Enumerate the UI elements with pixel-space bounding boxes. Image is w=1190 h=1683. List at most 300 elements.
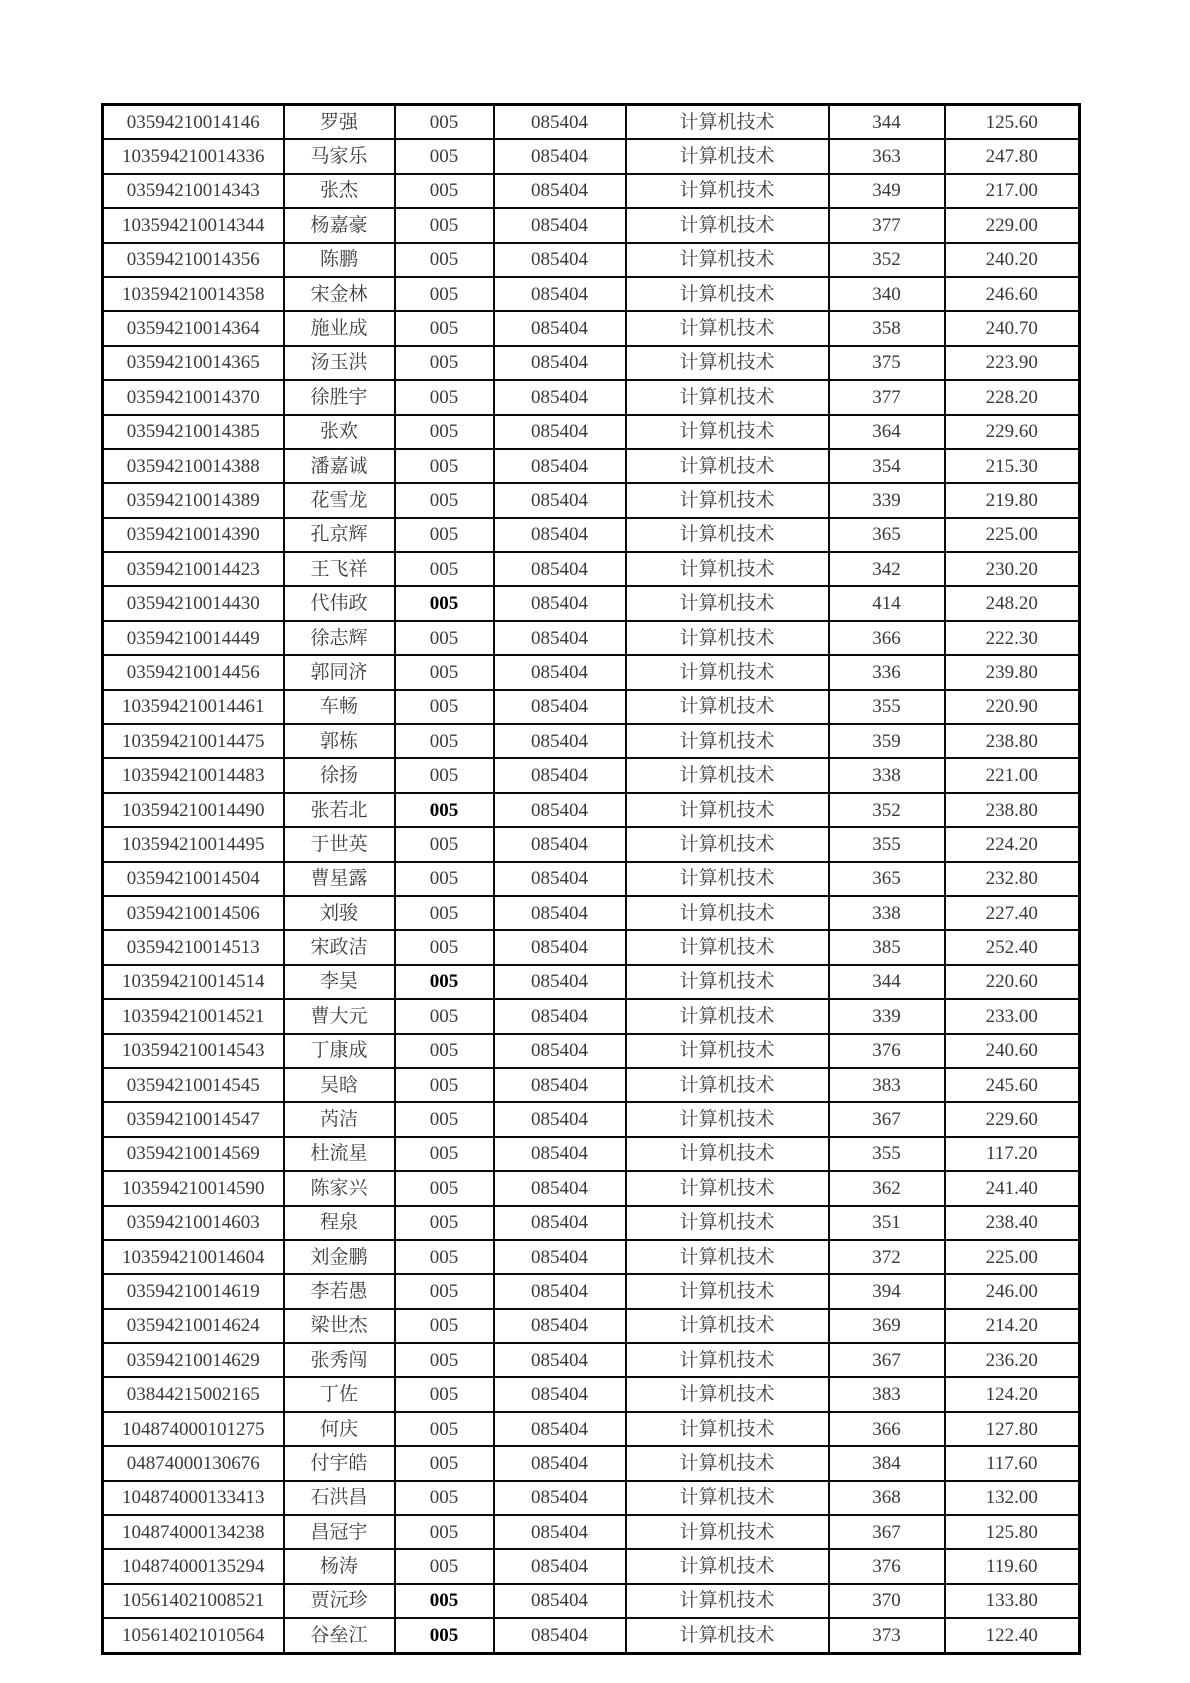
dept-code-cell: 005 [395, 1240, 494, 1274]
major-code-cell: 085404 [494, 1102, 626, 1136]
candidate-name-cell: 杨涛 [284, 1549, 395, 1583]
candidate-id-cell: 03594210014364 [103, 311, 284, 345]
major-name-cell: 计算机技术 [626, 862, 829, 896]
major-name-cell: 计算机技术 [626, 1137, 829, 1171]
total-score-cell: 349 [829, 174, 945, 208]
table-row [103, 139, 1080, 173]
candidate-name-cell: 车畅 [284, 690, 395, 724]
secondary-score-cell: 229.00 [945, 208, 1080, 242]
total-score-cell: 383 [829, 1377, 945, 1411]
secondary-score-cell: 241.40 [945, 1171, 1080, 1205]
candidate-id-cell: 103594210014543 [103, 1034, 284, 1068]
candidate-id-cell: 103594210014514 [103, 965, 284, 999]
total-score-cell: 363 [829, 139, 945, 173]
total-score-cell: 351 [829, 1206, 945, 1240]
candidate-name-cell: 马家乐 [284, 139, 395, 173]
major-code-cell: 085404 [494, 690, 626, 724]
total-score-cell: 376 [829, 1549, 945, 1583]
candidate-name-cell: 陈家兴 [284, 1171, 395, 1205]
major-name-cell: 计算机技术 [626, 105, 829, 140]
table-row [103, 311, 1080, 345]
major-name-cell: 计算机技术 [626, 793, 829, 827]
major-code-cell: 085404 [494, 1309, 626, 1343]
secondary-score-cell: 247.80 [945, 139, 1080, 173]
secondary-score-cell: 122.40 [945, 1618, 1080, 1653]
major-name-cell: 计算机技术 [626, 174, 829, 208]
candidate-name-cell: 张欢 [284, 415, 395, 449]
candidate-name-cell: 梁世杰 [284, 1309, 395, 1343]
total-score-cell: 355 [829, 1137, 945, 1171]
table-row [103, 1549, 1080, 1583]
candidate-name-cell: 张秀闯 [284, 1343, 395, 1377]
table-row [103, 415, 1080, 449]
total-score-cell: 414 [829, 586, 945, 620]
candidate-name-cell: 丁康成 [284, 1034, 395, 1068]
major-code-cell: 085404 [494, 311, 626, 345]
secondary-score-cell: 229.60 [945, 1102, 1080, 1136]
candidate-id-cell: 03594210014547 [103, 1102, 284, 1136]
secondary-score-cell: 238.80 [945, 793, 1080, 827]
major-code-cell: 085404 [494, 1206, 626, 1240]
candidate-id-cell: 103594210014521 [103, 999, 284, 1033]
table-row [103, 655, 1080, 689]
dept-code-cell: 005 [395, 1446, 494, 1480]
major-code-cell: 085404 [494, 1412, 626, 1446]
total-score-cell: 367 [829, 1515, 945, 1549]
secondary-score-cell: 119.60 [945, 1549, 1080, 1583]
total-score-cell: 338 [829, 896, 945, 930]
secondary-score-cell: 117.20 [945, 1137, 1080, 1171]
dept-code-cell: 005 [395, 621, 494, 655]
dept-code-cell: 005 [395, 208, 494, 242]
major-code-cell: 085404 [494, 1618, 626, 1653]
table-row [103, 1481, 1080, 1515]
candidate-id-cell: 103594210014490 [103, 793, 284, 827]
candidate-name-cell: 于世英 [284, 827, 395, 861]
total-score-cell: 372 [829, 1240, 945, 1274]
major-code-cell: 085404 [494, 1446, 626, 1480]
candidate-name-cell: 孔京辉 [284, 518, 395, 552]
dept-code-cell: 005 [395, 1206, 494, 1240]
candidate-name-cell: 李昊 [284, 965, 395, 999]
total-score-cell: 340 [829, 277, 945, 311]
candidate-id-cell: 104874000134238 [103, 1515, 284, 1549]
candidate-name-cell: 芮洁 [284, 1102, 395, 1136]
major-name-cell: 计算机技术 [626, 655, 829, 689]
major-code-cell: 085404 [494, 1377, 626, 1411]
dept-code-cell: 005 [395, 105, 494, 140]
major-code-cell: 085404 [494, 1240, 626, 1274]
table-row [103, 1137, 1080, 1171]
major-name-cell: 计算机技术 [626, 1618, 829, 1653]
table-row [103, 208, 1080, 242]
table-row [103, 518, 1080, 552]
score-table-body [103, 105, 1080, 1654]
total-score-cell: 352 [829, 243, 945, 277]
candidate-name-cell: 程泉 [284, 1206, 395, 1240]
candidate-id-cell: 03594210014545 [103, 1068, 284, 1102]
secondary-score-cell: 124.20 [945, 1377, 1080, 1411]
major-code-cell: 085404 [494, 965, 626, 999]
candidate-id-cell: 103594210014344 [103, 208, 284, 242]
candidate-name-cell: 何庆 [284, 1412, 395, 1446]
candidate-id-cell: 105614021008521 [103, 1584, 284, 1618]
major-code-cell: 085404 [494, 1515, 626, 1549]
candidate-id-cell: 04874000130676 [103, 1446, 284, 1480]
candidate-id-cell: 03594210014629 [103, 1343, 284, 1377]
secondary-score-cell: 221.00 [945, 758, 1080, 792]
candidate-id-cell: 03594210014370 [103, 380, 284, 414]
major-name-cell: 计算机技术 [626, 243, 829, 277]
table-row [103, 621, 1080, 655]
secondary-score-cell: 240.20 [945, 243, 1080, 277]
dept-code-cell: 005 [395, 1034, 494, 1068]
secondary-score-cell: 220.90 [945, 690, 1080, 724]
major-code-cell: 085404 [494, 380, 626, 414]
total-score-cell: 355 [829, 827, 945, 861]
major-code-cell: 085404 [494, 655, 626, 689]
total-score-cell: 385 [829, 930, 945, 964]
total-score-cell: 354 [829, 449, 945, 483]
candidate-id-cell: 103594210014590 [103, 1171, 284, 1205]
major-name-cell: 计算机技术 [626, 518, 829, 552]
secondary-score-cell: 233.00 [945, 999, 1080, 1033]
total-score-cell: 376 [829, 1034, 945, 1068]
total-score-cell: 369 [829, 1309, 945, 1343]
total-score-cell: 373 [829, 1618, 945, 1653]
candidate-name-cell: 丁佐 [284, 1377, 395, 1411]
secondary-score-cell: 225.00 [945, 518, 1080, 552]
total-score-cell: 377 [829, 380, 945, 414]
dept-code-cell: 005 [395, 1274, 494, 1308]
total-score-cell: 344 [829, 105, 945, 140]
candidate-id-cell: 03594210014449 [103, 621, 284, 655]
candidate-id-cell: 03844215002165 [103, 1377, 284, 1411]
candidate-id-cell: 104874000133413 [103, 1481, 284, 1515]
table-row [103, 758, 1080, 792]
total-score-cell: 367 [829, 1343, 945, 1377]
total-score-cell: 344 [829, 965, 945, 999]
total-score-cell: 359 [829, 724, 945, 758]
major-name-cell: 计算机技术 [626, 1377, 829, 1411]
candidate-name-cell: 郭同济 [284, 655, 395, 689]
major-name-cell: 计算机技术 [626, 552, 829, 586]
major-code-cell: 085404 [494, 208, 626, 242]
candidate-name-cell: 付宇皓 [284, 1446, 395, 1480]
dept-code-cell: 005 [395, 965, 494, 999]
major-code-cell: 085404 [494, 1343, 626, 1377]
major-name-cell: 计算机技术 [626, 827, 829, 861]
total-score-cell: 358 [829, 311, 945, 345]
major-name-cell: 计算机技术 [626, 380, 829, 414]
candidate-id-cell: 03594210014504 [103, 862, 284, 896]
major-code-cell: 085404 [494, 930, 626, 964]
candidate-name-cell: 徐胜宇 [284, 380, 395, 414]
table-row [103, 793, 1080, 827]
table-row [103, 483, 1080, 517]
major-code-cell: 085404 [494, 1034, 626, 1068]
candidate-name-cell: 徐扬 [284, 758, 395, 792]
candidate-name-cell: 徐志辉 [284, 621, 395, 655]
total-score-cell: 367 [829, 1102, 945, 1136]
total-score-cell: 384 [829, 1446, 945, 1480]
total-score-cell: 377 [829, 208, 945, 242]
candidate-name-cell: 昌冠宇 [284, 1515, 395, 1549]
dept-code-cell: 005 [395, 449, 494, 483]
candidate-name-cell: 张杰 [284, 174, 395, 208]
dept-code-cell: 005 [395, 415, 494, 449]
secondary-score-cell: 238.80 [945, 724, 1080, 758]
candidate-id-cell: 104874000135294 [103, 1549, 284, 1583]
dept-code-cell: 005 [395, 724, 494, 758]
candidate-id-cell: 03594210014385 [103, 415, 284, 449]
major-code-cell: 085404 [494, 518, 626, 552]
major-name-cell: 计算机技术 [626, 415, 829, 449]
secondary-score-cell: 214.20 [945, 1309, 1080, 1343]
table-row [103, 1515, 1080, 1549]
major-name-cell: 计算机技术 [626, 724, 829, 758]
major-code-cell: 085404 [494, 139, 626, 173]
dept-code-cell: 005 [395, 518, 494, 552]
secondary-score-cell: 228.20 [945, 380, 1080, 414]
total-score-cell: 368 [829, 1481, 945, 1515]
candidate-name-cell: 代伟政 [284, 586, 395, 620]
candidate-id-cell: 03594210014430 [103, 586, 284, 620]
dept-code-cell: 005 [395, 1412, 494, 1446]
candidate-name-cell: 杨嘉豪 [284, 208, 395, 242]
secondary-score-cell: 220.60 [945, 965, 1080, 999]
secondary-score-cell: 132.00 [945, 1481, 1080, 1515]
dept-code-cell: 005 [395, 1481, 494, 1515]
major-name-cell: 计算机技术 [626, 758, 829, 792]
major-name-cell: 计算机技术 [626, 449, 829, 483]
secondary-score-cell: 229.60 [945, 415, 1080, 449]
candidate-name-cell: 石洪昌 [284, 1481, 395, 1515]
dept-code-cell: 005 [395, 586, 494, 620]
major-code-cell: 085404 [494, 174, 626, 208]
dept-code-cell: 005 [395, 1584, 494, 1618]
major-name-cell: 计算机技术 [626, 1584, 829, 1618]
candidate-name-cell: 王飞祥 [284, 552, 395, 586]
table-row [103, 1377, 1080, 1411]
total-score-cell: 366 [829, 1412, 945, 1446]
major-code-cell: 085404 [494, 1274, 626, 1308]
secondary-score-cell: 245.60 [945, 1068, 1080, 1102]
secondary-score-cell: 236.20 [945, 1343, 1080, 1377]
major-name-cell: 计算机技术 [626, 1412, 829, 1446]
candidate-id-cell: 103594210014604 [103, 1240, 284, 1274]
table-row [103, 896, 1080, 930]
candidate-id-cell: 03594210014456 [103, 655, 284, 689]
table-row [103, 999, 1080, 1033]
secondary-score-cell: 125.80 [945, 1515, 1080, 1549]
table-row [103, 552, 1080, 586]
candidate-id-cell: 03594210014506 [103, 896, 284, 930]
dept-code-cell: 005 [395, 139, 494, 173]
dept-code-cell: 005 [395, 1171, 494, 1205]
secondary-score-cell: 217.00 [945, 174, 1080, 208]
major-code-cell: 085404 [494, 1584, 626, 1618]
table-row [103, 1068, 1080, 1102]
major-name-cell: 计算机技术 [626, 1549, 829, 1583]
major-code-cell: 085404 [494, 415, 626, 449]
total-score-cell: 355 [829, 690, 945, 724]
major-name-cell: 计算机技术 [626, 999, 829, 1033]
secondary-score-cell: 125.60 [945, 105, 1080, 140]
table-row [103, 1034, 1080, 1068]
major-name-cell: 计算机技术 [626, 586, 829, 620]
major-name-cell: 计算机技术 [626, 1206, 829, 1240]
candidate-id-cell: 03594210014569 [103, 1137, 284, 1171]
table-row [103, 105, 1080, 140]
major-name-cell: 计算机技术 [626, 1102, 829, 1136]
major-name-cell: 计算机技术 [626, 1034, 829, 1068]
secondary-score-cell: 240.60 [945, 1034, 1080, 1068]
dept-code-cell: 005 [395, 1309, 494, 1343]
total-score-cell: 352 [829, 793, 945, 827]
candidate-id-cell: 103594210014483 [103, 758, 284, 792]
total-score-cell: 375 [829, 346, 945, 380]
candidate-id-cell: 03594210014603 [103, 1206, 284, 1240]
table-row [103, 174, 1080, 208]
major-name-cell: 计算机技术 [626, 1068, 829, 1102]
dept-code-cell: 005 [395, 655, 494, 689]
table-row [103, 965, 1080, 999]
candidate-name-cell: 宋金林 [284, 277, 395, 311]
dept-code-cell: 005 [395, 1515, 494, 1549]
major-code-cell: 085404 [494, 1171, 626, 1205]
candidate-name-cell: 曹大元 [284, 999, 395, 1033]
dept-code-cell: 005 [395, 174, 494, 208]
candidate-name-cell: 李若愚 [284, 1274, 395, 1308]
candidate-id-cell: 105614021010564 [103, 1618, 284, 1653]
table-row [103, 243, 1080, 277]
major-code-cell: 085404 [494, 277, 626, 311]
major-name-cell: 计算机技术 [626, 311, 829, 345]
candidate-id-cell: 03594210014356 [103, 243, 284, 277]
dept-code-cell: 005 [395, 1137, 494, 1171]
dept-code-cell: 005 [395, 1068, 494, 1102]
dept-code-cell: 005 [395, 1343, 494, 1377]
major-name-cell: 计算机技术 [626, 930, 829, 964]
major-name-cell: 计算机技术 [626, 277, 829, 311]
dept-code-cell: 005 [395, 930, 494, 964]
candidate-name-cell: 施业成 [284, 311, 395, 345]
candidate-name-cell: 张若北 [284, 793, 395, 827]
major-code-cell: 085404 [494, 758, 626, 792]
candidate-name-cell: 吴晗 [284, 1068, 395, 1102]
dept-code-cell: 005 [395, 896, 494, 930]
major-code-cell: 085404 [494, 346, 626, 380]
candidate-id-cell: 03594210014365 [103, 346, 284, 380]
table-row [103, 1309, 1080, 1343]
major-code-cell: 085404 [494, 1481, 626, 1515]
total-score-cell: 339 [829, 999, 945, 1033]
major-name-cell: 计算机技术 [626, 208, 829, 242]
table-row [103, 930, 1080, 964]
total-score-cell: 383 [829, 1068, 945, 1102]
candidate-id-cell: 103594210014461 [103, 690, 284, 724]
candidate-name-cell: 罗强 [284, 105, 395, 140]
major-code-cell: 085404 [494, 896, 626, 930]
dept-code-cell: 005 [395, 1549, 494, 1583]
total-score-cell: 342 [829, 552, 945, 586]
secondary-score-cell: 223.90 [945, 346, 1080, 380]
secondary-score-cell: 219.80 [945, 483, 1080, 517]
table-row [103, 1584, 1080, 1618]
major-name-cell: 计算机技术 [626, 621, 829, 655]
table-row [103, 724, 1080, 758]
table-row [103, 1343, 1080, 1377]
candidate-name-cell: 贾沅珍 [284, 1584, 395, 1618]
table-row [103, 449, 1080, 483]
dept-code-cell: 005 [395, 827, 494, 861]
table-row [103, 1446, 1080, 1480]
candidate-id-cell: 103594210014358 [103, 277, 284, 311]
major-name-cell: 计算机技术 [626, 1481, 829, 1515]
dept-code-cell: 005 [395, 793, 494, 827]
major-name-cell: 计算机技术 [626, 1515, 829, 1549]
secondary-score-cell: 246.60 [945, 277, 1080, 311]
candidate-name-cell: 潘嘉诚 [284, 449, 395, 483]
secondary-score-cell: 232.80 [945, 862, 1080, 896]
candidate-id-cell: 03594210014513 [103, 930, 284, 964]
candidate-id-cell: 03594210014624 [103, 1309, 284, 1343]
table-row [103, 1618, 1080, 1653]
table-row [103, 1412, 1080, 1446]
dept-code-cell: 005 [395, 690, 494, 724]
candidate-id-cell: 03594210014146 [103, 105, 284, 140]
secondary-score-cell: 127.80 [945, 1412, 1080, 1446]
candidate-name-cell: 汤玉洪 [284, 346, 395, 380]
major-name-cell: 计算机技术 [626, 690, 829, 724]
table-row [103, 346, 1080, 380]
table-row [103, 1274, 1080, 1308]
dept-code-cell: 005 [395, 758, 494, 792]
total-score-cell: 365 [829, 518, 945, 552]
major-code-cell: 085404 [494, 724, 626, 758]
dept-code-cell: 005 [395, 243, 494, 277]
major-name-cell: 计算机技术 [626, 896, 829, 930]
dept-code-cell: 005 [395, 999, 494, 1033]
candidate-id-cell: 03594210014619 [103, 1274, 284, 1308]
secondary-score-cell: 239.80 [945, 655, 1080, 689]
table-row [103, 277, 1080, 311]
secondary-score-cell: 252.40 [945, 930, 1080, 964]
secondary-score-cell: 225.00 [945, 1240, 1080, 1274]
table-row [103, 1102, 1080, 1136]
candidate-name-cell: 郭栋 [284, 724, 395, 758]
major-name-cell: 计算机技术 [626, 346, 829, 380]
table-row [103, 827, 1080, 861]
candidate-id-cell: 03594210014389 [103, 483, 284, 517]
major-code-cell: 085404 [494, 483, 626, 517]
secondary-score-cell: 224.20 [945, 827, 1080, 861]
major-name-cell: 计算机技术 [626, 1274, 829, 1308]
secondary-score-cell: 133.80 [945, 1584, 1080, 1618]
major-code-cell: 085404 [494, 621, 626, 655]
candidate-id-cell: 03594210014343 [103, 174, 284, 208]
major-code-cell: 085404 [494, 1549, 626, 1583]
candidate-name-cell: 曹星露 [284, 862, 395, 896]
table-row [103, 1171, 1080, 1205]
major-code-cell: 085404 [494, 827, 626, 861]
total-score-cell: 362 [829, 1171, 945, 1205]
secondary-score-cell: 238.40 [945, 1206, 1080, 1240]
candidate-id-cell: 103594210014495 [103, 827, 284, 861]
major-code-cell: 085404 [494, 1137, 626, 1171]
candidate-id-cell: 03594210014423 [103, 552, 284, 586]
